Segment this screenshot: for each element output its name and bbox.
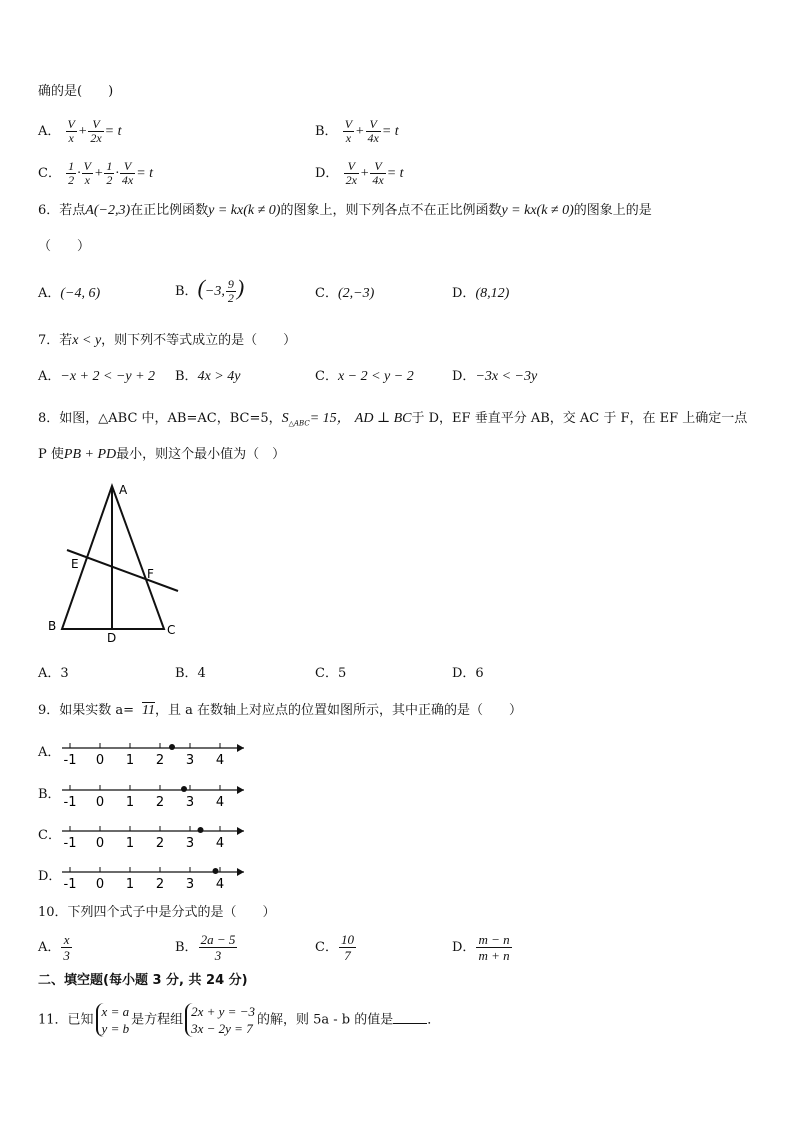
q11-stem: 11．已知 x = a y = b 是方程组 2x + y = −3 3x − 2y = 7 的解，则 5a - b 的值是 ． — [38, 1004, 441, 1036]
tick-label: 2 — [155, 795, 165, 810]
point-a-marker — [213, 868, 219, 874]
q7-option-a[interactable]: A．−x + 2 < −y + 2 — [38, 369, 156, 384]
point-a-marker — [181, 786, 187, 792]
tick-label: 3 — [185, 836, 195, 851]
label-e: E — [71, 557, 79, 571]
q8-option-d[interactable]: D．6 — [452, 666, 484, 681]
number-line — [58, 862, 268, 892]
q7-option-d[interactable]: D．−3x < −3y — [452, 369, 538, 384]
q6-option-c[interactable]: C．(2,−3) — [315, 286, 375, 301]
q10-option-b[interactable]: B． $\frac{2a - 5}{3}$ — [175, 932, 236, 963]
q6-option-a[interactable]: A．(−4, 6) — [38, 286, 101, 301]
line-ef — [67, 550, 178, 591]
label-f: F — [147, 567, 154, 581]
arrow-icon — [237, 786, 244, 794]
tick-label: 1 — [125, 836, 135, 851]
number-line — [58, 780, 268, 810]
tick-label: -1 — [63, 795, 77, 810]
tick-label: 3 — [185, 795, 195, 810]
label-d: D — [107, 631, 117, 645]
tick-label: 3 — [185, 753, 195, 768]
label-c: C — [167, 623, 176, 637]
q5-option-b[interactable]: B． $\frac{V}{x}$ + $\frac{V}{4x}$ = t — [315, 117, 399, 145]
point-a-marker — [169, 744, 175, 750]
tick-label: 2 — [155, 753, 165, 768]
q10-option-d[interactable]: D． $\frac{m - n}{m + n}$ — [452, 932, 510, 963]
tick-label: 0 — [95, 753, 105, 768]
q6-option-d[interactable]: D．(8,12) — [452, 286, 510, 301]
answer-blank[interactable] — [393, 1011, 427, 1024]
q5-option-c[interactable]: C． $\frac{1}{2}$ · $\frac{V}{x}$ + $\frac{1}{2}$ · $\frac{V}{4x}$ = t — [38, 159, 154, 187]
q7-option-c[interactable]: C．x − 2 < y − 2 — [315, 369, 414, 384]
q6-stem: 6．若点A(−2,3)在正比例函数y = kx(k ≠ 0)的图象上，则下列各点不在正比例函数y = kx(k ≠ 0)的图象上的是 — [38, 203, 652, 218]
tick-label: 3 — [185, 877, 195, 892]
q10-option-c[interactable]: C． $\frac{10}{7}$ — [315, 932, 354, 963]
tick-label: 2 — [155, 877, 165, 892]
tick-label: 0 — [95, 836, 105, 851]
q10-stem: 10．下列四个式子中是分式的是（ ） — [38, 905, 276, 920]
tick-label: 1 — [125, 795, 135, 810]
tick-label: -1 — [63, 753, 77, 768]
tick-label: 1 — [125, 877, 135, 892]
tick-label: -1 — [63, 877, 77, 892]
tick-label: 4 — [215, 795, 225, 810]
section-heading-fill-in: 二、填空题(每小题 3 分, 共 24 分) — [38, 973, 248, 988]
label-a: A — [119, 483, 128, 497]
q8-option-a[interactable]: A．3 — [38, 666, 69, 681]
q8-option-b[interactable]: B．4 — [175, 666, 206, 681]
tick-label: 4 — [215, 877, 225, 892]
q9-stem: 9．如果实数 a= 11，且 a 在数轴上对应点的位置如图所示，其中正确的是（ ） — [38, 703, 523, 718]
number-line — [58, 821, 268, 851]
q6-paren: （ ） — [38, 239, 91, 254]
tick-label: 2 — [155, 836, 165, 851]
tick-label: 4 — [215, 836, 225, 851]
number-line — [58, 738, 268, 768]
q8-stem-line1: 8．如图，△ABC 中，AB=AC，BC=5，$S_{\triangle ABC}= 15$， AD ⊥ BC于 D，EF 垂直平分 AB，交 AC 于 F，在 EF 上确定一点 — [38, 411, 748, 428]
tick-label: 0 — [95, 795, 105, 810]
q8-stem-line2: P 使PB + PD最小，则这个最小值为（ ） — [38, 447, 286, 462]
tick-label: 4 — [215, 753, 225, 768]
q6-option-b[interactable]: B．(−3, $\frac{9}{2}$ ) — [175, 275, 245, 305]
q7-stem: 7．若x < y，则下列不等式成立的是（ ） — [38, 333, 297, 348]
tick-label: 1 — [125, 753, 135, 768]
point-a-marker — [198, 827, 204, 833]
q5-option-a[interactable]: A． $\frac{V}{x}$ + $\frac{V}{2x}$ = t — [38, 117, 122, 145]
q7-option-b[interactable]: B．4x > 4y — [175, 369, 241, 384]
arrow-icon — [237, 827, 244, 835]
triangle-figure — [40, 478, 200, 648]
tick-label: -1 — [63, 836, 77, 851]
tick-label: 0 — [95, 877, 105, 892]
arrow-icon — [237, 868, 244, 876]
q5-option-d[interactable]: D． $\frac{V}{2x}$ + $\frac{V}{4x}$ = t — [315, 159, 404, 187]
label-b: B — [48, 619, 57, 633]
q5-tail: 确的是( ) — [38, 84, 114, 99]
q10-option-a[interactable]: A． $\frac{x}{3}$ — [38, 932, 70, 963]
q8-option-c[interactable]: C．5 — [315, 666, 347, 681]
arrow-icon — [237, 744, 244, 752]
